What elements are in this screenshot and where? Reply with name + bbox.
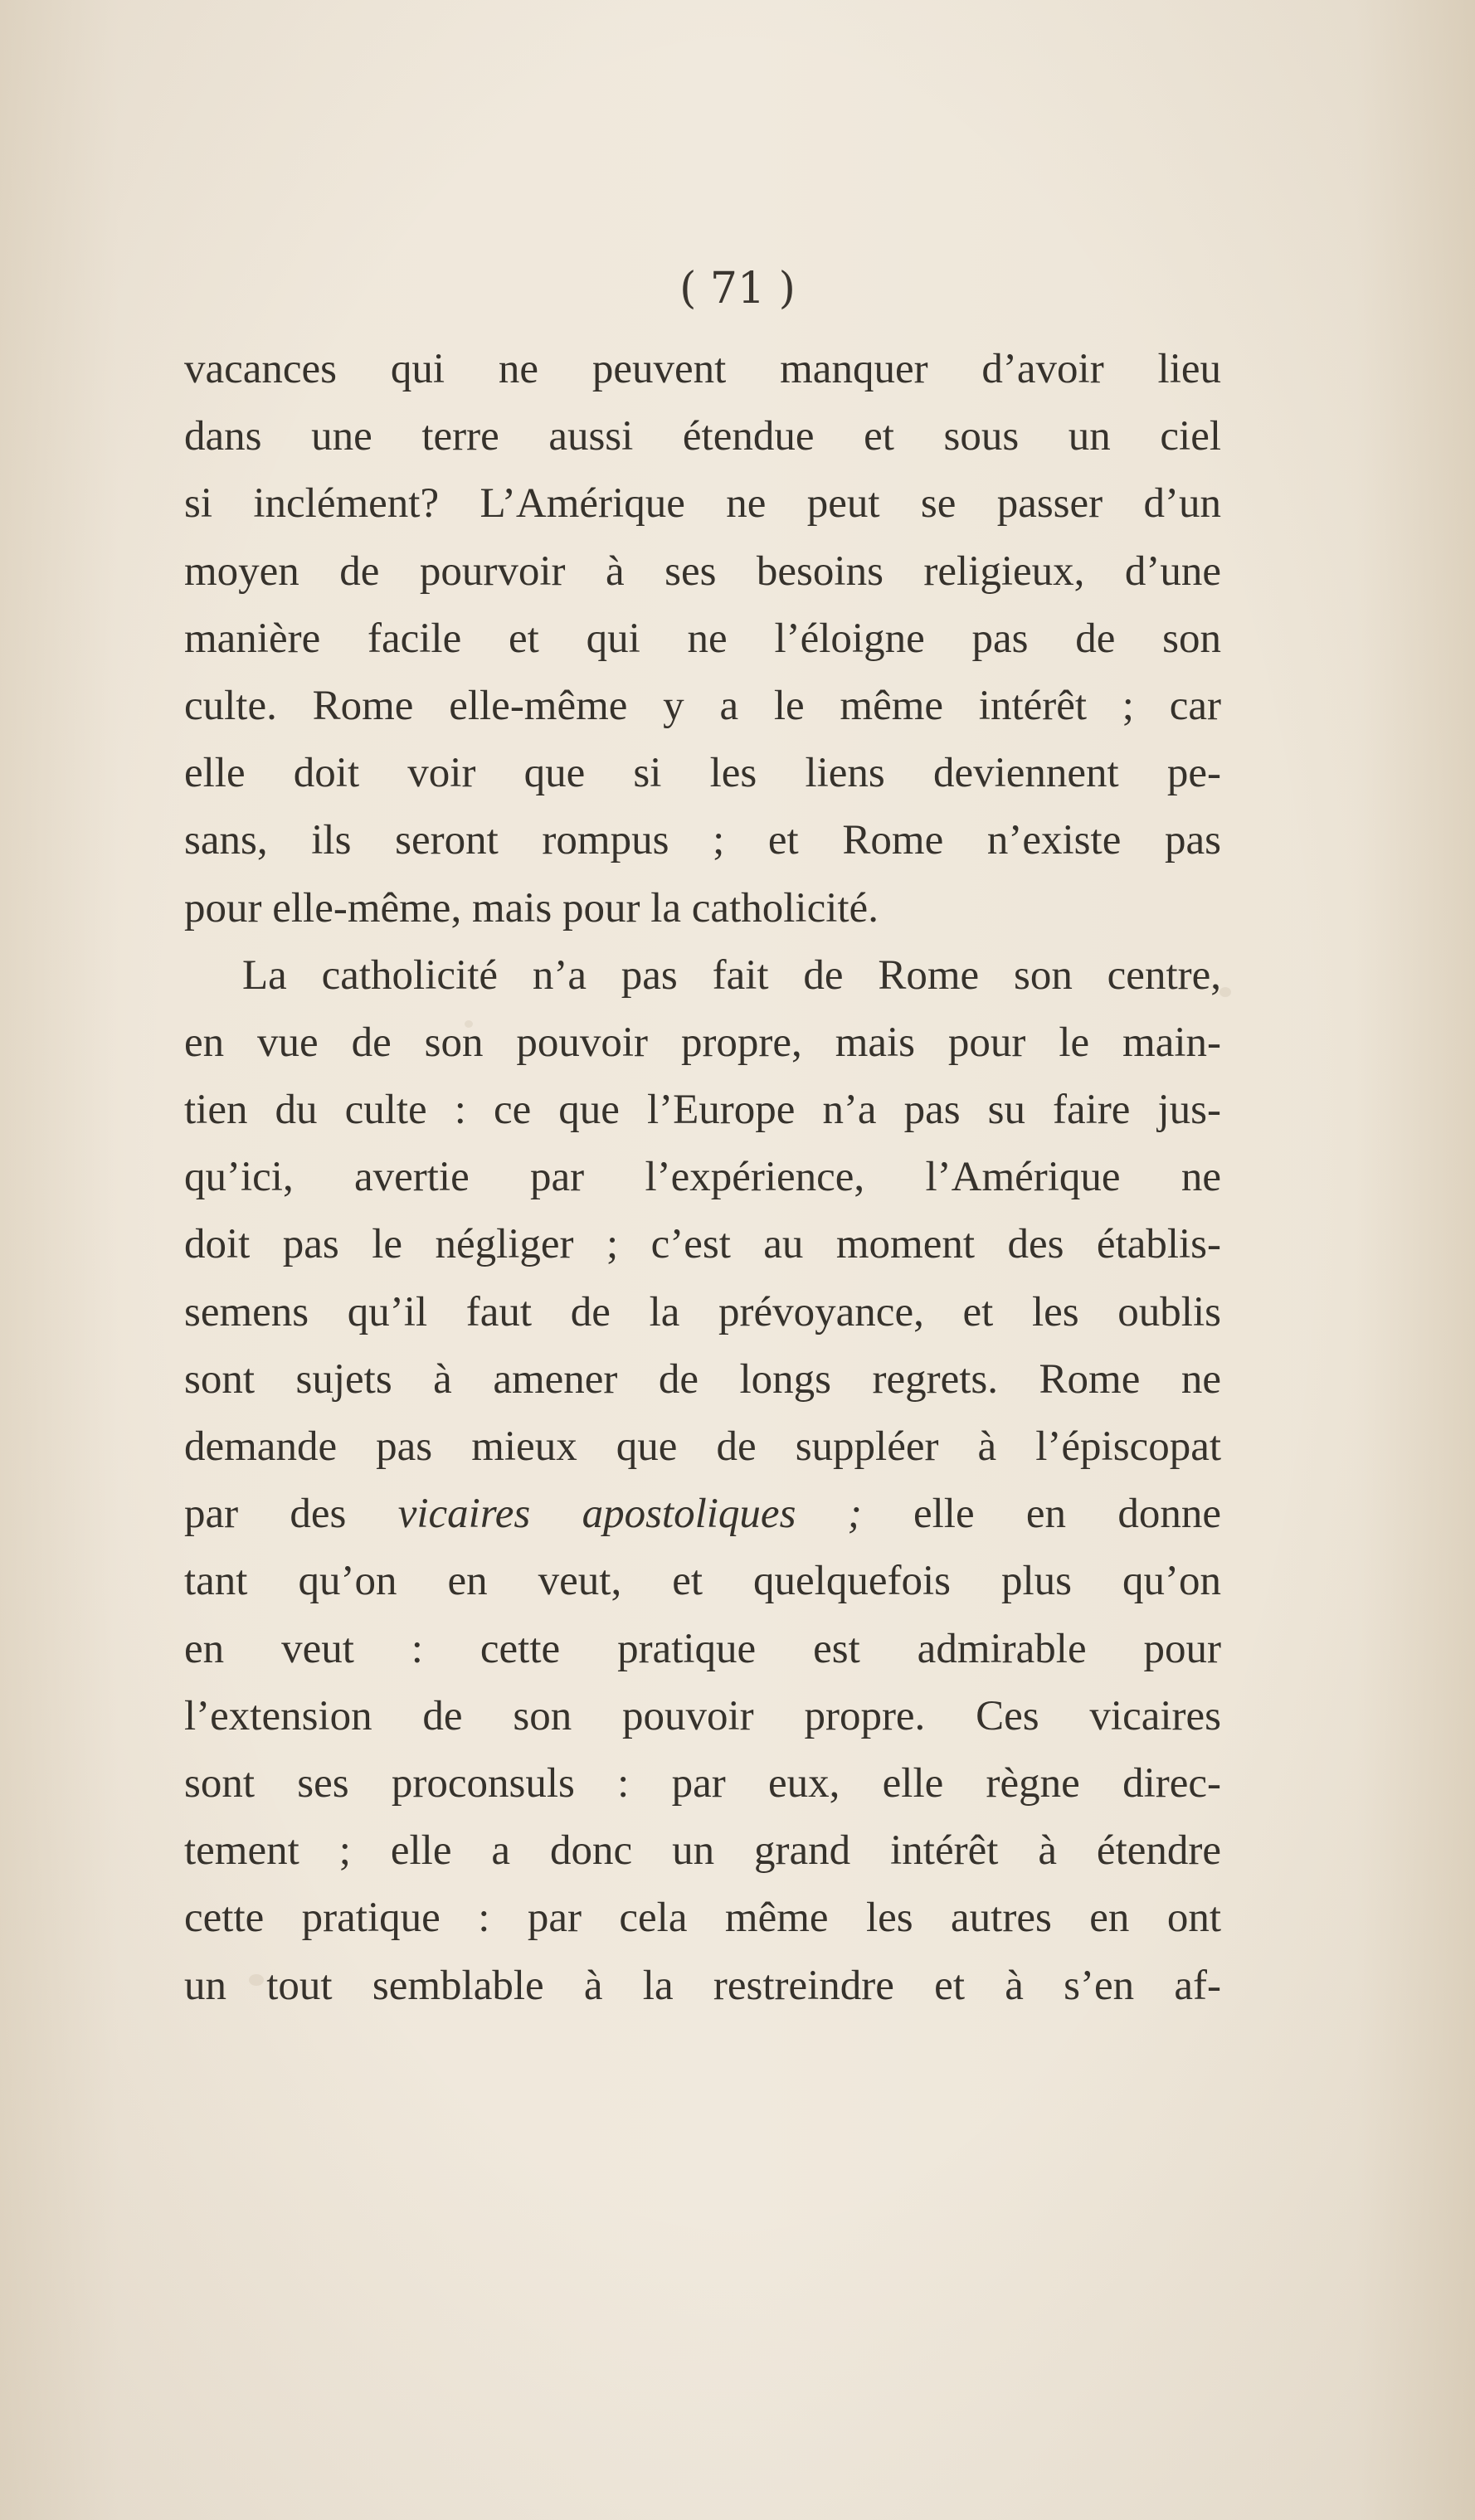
text-line: en veut : cette pratique est admirable pour — [184, 1625, 1221, 1672]
text-line: elle doit voir que si les liens deviennent pe- — [184, 750, 1221, 797]
text-line: sont sujets à amener de longs regrets. Rome ne — [184, 1355, 1221, 1403]
text-line: en vue de son pouvoir propre, mais pour le main- — [184, 1019, 1221, 1066]
body-text — [184, 336, 1221, 2020]
text-line: semens qu’il faut de la prévoyance, et les oublis — [184, 1288, 1221, 1335]
text-line: doit pas le négliger ; c’est au moment des établis- — [184, 1221, 1221, 1268]
line-end: elle en donne — [861, 1491, 1221, 1538]
text-line: vacances qui ne peuvent manquer d’avoir lieu — [184, 346, 1221, 392]
italic-phrase: vicaires apostoliques ; — [397, 1491, 862, 1538]
text-line: tement ; elle a donc un grand intérêt à étendre — [184, 1827, 1221, 1875]
text-line: un tout semblable à la restreindre et à s’en af- — [184, 1962, 1221, 2009]
text-line: dans une terre aussi étendue et sous un ciel — [184, 413, 1221, 460]
text-line: sont ses proconsuls : par eux, elle règne direc- — [184, 1759, 1221, 1807]
text-line: sans, ils seront rompus ; et Rome n’existe pas — [184, 817, 1221, 864]
text-line: manière facile et qui ne l’éloigne pas de son — [184, 615, 1221, 662]
text-line: culte. Rome elle-même y a le même intérêt ; car — [184, 682, 1221, 729]
text-line: pour elle-même, mais pour la catholicité. — [184, 884, 879, 932]
text-line: tant qu’on en veut, et quelquefois plus qu’on — [184, 1558, 1221, 1605]
foxing-spot — [1219, 987, 1231, 997]
text-line: qu’ici, avertie par l’expérience, l’Amérique ne — [184, 1154, 1221, 1201]
text-line: l’extension de son pouvoir propre. Ces vicaires — [184, 1692, 1221, 1739]
text-line: moyen de pourvoir à ses besoins religieux, d’une — [184, 547, 1221, 595]
text-line: tien du culte : ce que l’Europe n’a pas su faire jus- — [184, 1087, 1221, 1134]
text-line: cette pratique : par cela même les autres en ont — [184, 1895, 1221, 1942]
text-line-italic-phrase — [184, 1481, 1221, 1548]
text-line: si inclément? L’Amérique ne peut se passer d’un — [184, 480, 1221, 528]
text-line: demande pas mieux que de suppléer à l’épiscopat — [184, 1423, 1221, 1470]
paragraph-first-line: La catholicité n’a pas fait de Rome son centre, — [242, 951, 1221, 999]
page-number: ( 71 ) — [679, 264, 796, 314]
line-start: par des — [184, 1491, 398, 1538]
